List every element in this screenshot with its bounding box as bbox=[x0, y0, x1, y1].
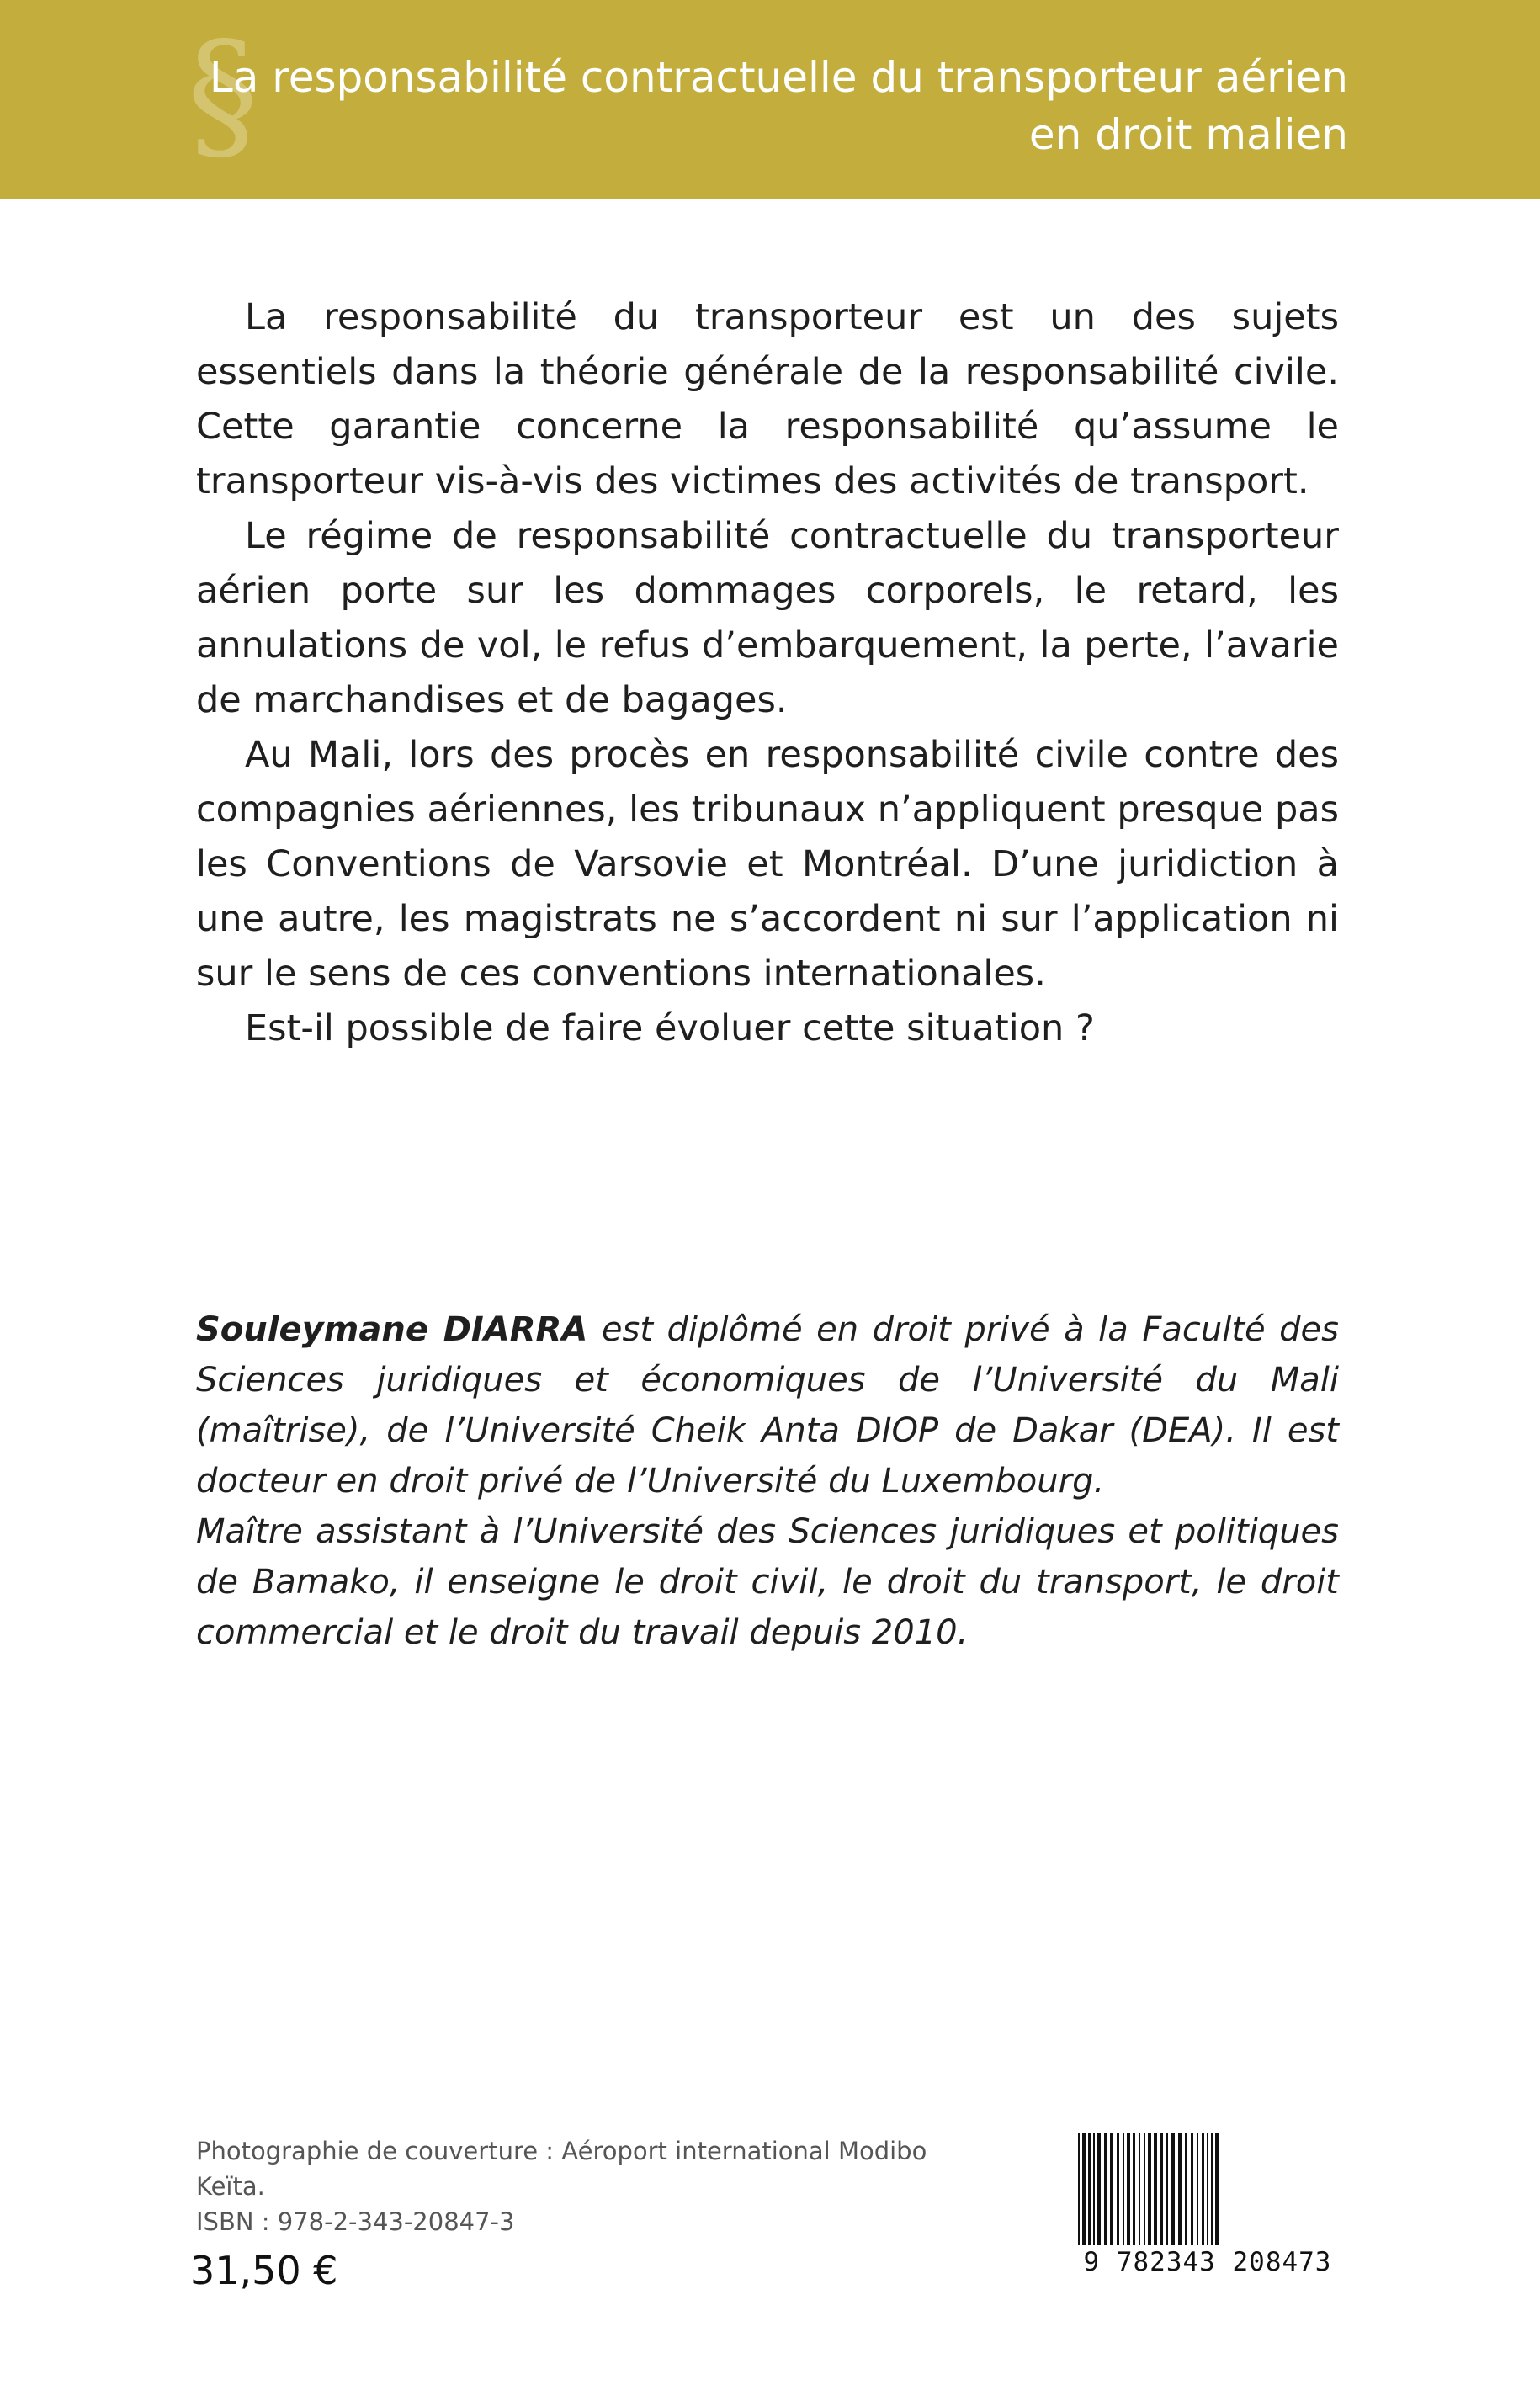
author-bio-text: est diplômé en droit privé à la Faculté des Sciences juridiques et économiques de l’Université du Mali (maîtrise), de l’Université Cheik Anta DIOP de Dakar (DEA). Il est docteur en droit privé de l’Université du Luxembourg. bbox=[196, 1310, 1340, 1501]
book-title bbox=[128, 49, 1348, 163]
barcode-bar bbox=[1127, 2133, 1130, 2251]
header-band bbox=[0, 0, 1540, 199]
barcode-bar bbox=[1123, 2133, 1124, 2251]
barcode-bar bbox=[1117, 2133, 1119, 2251]
barcode-bar bbox=[1148, 2133, 1151, 2251]
barcode-bar bbox=[1097, 2133, 1101, 2251]
barcode-bars bbox=[1073, 2133, 1342, 2251]
barcode-bar bbox=[1154, 2133, 1157, 2251]
barcode-digits: 9 782343 208473 bbox=[1065, 2245, 1351, 2279]
barcode-bar bbox=[1088, 2133, 1091, 2251]
author-name: Souleymane DIARRA bbox=[196, 1310, 588, 1349]
barcode-bar bbox=[1078, 2133, 1080, 2251]
barcode-bar bbox=[1093, 2133, 1095, 2251]
barcode-bar bbox=[1207, 2133, 1208, 2251]
summary-paragraph: Est-il possible de faire évoluer cette situation ? bbox=[245, 1007, 1095, 1049]
summary-paragraph: Le régime de responsabilité contractuelle du transporteur aérien porte sur les dommages corporels, le retard, les annulations de vol, le refus d’embarquement, la perte, l’avarie de marchandises et de bagages. bbox=[196, 515, 1339, 721]
book-title-line-1: La responsabilité contractuelle du transporteur aérien bbox=[209, 53, 1348, 102]
barcode-bar bbox=[1197, 2133, 1198, 2251]
barcode-bar bbox=[1160, 2133, 1163, 2251]
barcode-bar bbox=[1110, 2133, 1113, 2251]
summary-paragraph: La responsabilité du transporteur est un des sujets essentiels dans la théorie générale de la responsabilité civile. Cette garantie concerne la responsabilité qu’assume le transporteur vis-à-vis des victimes des activités de transport. bbox=[196, 296, 1339, 502]
credits-block bbox=[196, 2133, 937, 2239]
book-title-line-2: en droit malien bbox=[1028, 110, 1348, 159]
barcode-bar bbox=[1139, 2133, 1140, 2251]
photo-credit: Photographie de couverture : Aéroport international Modibo Keïta. bbox=[196, 2137, 927, 2201]
isbn: ISBN : 978-2-343-20847-3 bbox=[196, 2207, 515, 2236]
summary-text bbox=[196, 290, 1339, 1056]
barcode-bar bbox=[1191, 2133, 1193, 2251]
author-bio-paragraph-2: Maître assistant à l’Université des Sciences juridiques et politiques de Bamako, il enseigne le droit civil, le droit du transport, le droit commercial et le droit du travail depuis 2010. bbox=[196, 1512, 1339, 1652]
barcode-bar bbox=[1171, 2133, 1175, 2251]
barcode-bar bbox=[1211, 2133, 1213, 2251]
barcode-bar bbox=[1185, 2133, 1187, 2251]
author-bio-paragraph-1 bbox=[196, 1304, 1339, 1506]
barcode-bar bbox=[1133, 2133, 1135, 2251]
barcode-bar bbox=[1104, 2133, 1107, 2251]
price: 31,50 € bbox=[190, 2248, 338, 2293]
summary-paragraph: Au Mali, lors des procès en responsabilité civile contre des compagnies aériennes, les tribunaux n’appliquent presque pas les Conventions de Varsovie et Montréal. D’une juridiction à une autre, les magistrats ne s’accordent ni sur l’application ni sur le sens de ces conventions internationales. bbox=[196, 734, 1339, 995]
barcode-bar bbox=[1202, 2133, 1204, 2251]
section-symbol-icon: § bbox=[187, 12, 258, 178]
barcode-bar bbox=[1144, 2133, 1145, 2251]
barcode-bar bbox=[1215, 2133, 1219, 2251]
barcode-bar bbox=[1166, 2133, 1168, 2251]
barcode-bar bbox=[1178, 2133, 1182, 2251]
barcode-bar bbox=[1082, 2133, 1086, 2251]
author-bio bbox=[196, 1304, 1339, 1658]
